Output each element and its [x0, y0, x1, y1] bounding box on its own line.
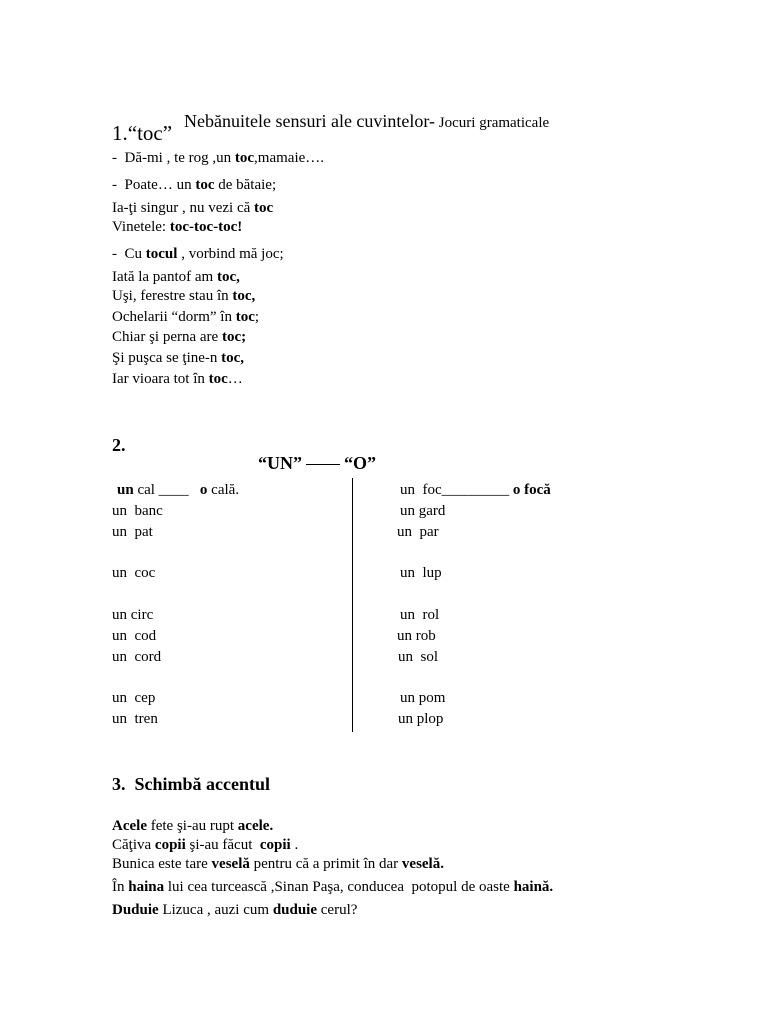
sentence-3: [112, 857, 444, 872]
poem-line-8: [112, 310, 259, 325]
text-segment: , vorbind mă joc;: [177, 246, 284, 262]
text-segment: Uşi, ferestre stau în: [112, 288, 233, 304]
left-word-7: [112, 650, 161, 665]
sentence-4: [112, 880, 553, 895]
text-segment: Ochelarii “dorm” în: [112, 309, 236, 325]
right-word-8: [400, 691, 445, 706]
text-segment: un plop: [398, 711, 444, 727]
connector-line: [306, 464, 340, 465]
text-segment: şi-au făcut: [185, 837, 260, 853]
text-segment: lui cea turcească ,Sinan Paşa, conducea potopul de oaste: [164, 879, 514, 895]
bold-word: o: [199, 482, 208, 498]
bold-word: haina: [128, 879, 165, 895]
right-word-9: [398, 712, 443, 727]
bold-word: Acele: [112, 818, 147, 834]
bold-word: duduie: [272, 902, 318, 918]
poem-line-6: [112, 270, 240, 285]
section-3-heading: 3. Schimbă accentul: [112, 774, 271, 794]
text-segment: cerul?: [317, 902, 358, 918]
bold-word: toc,: [232, 288, 256, 304]
bold-word: haină.: [513, 879, 554, 895]
bold-word: toc: [208, 371, 228, 387]
text-segment: un gard: [400, 503, 446, 519]
text-segment: Iar vioara tot în: [112, 371, 209, 387]
text-segment: Ia-ţi singur , nu vezi că: [112, 200, 255, 216]
poem-line-1: [112, 151, 324, 166]
text-segment: Bunica este tare: [112, 856, 212, 872]
bold-word: toc: [195, 177, 215, 193]
text-segment: Iată la pantof am: [112, 269, 217, 285]
text-segment: Chiar şi perna are: [112, 329, 222, 345]
right-word-5: [400, 608, 439, 623]
text-segment: -: [112, 150, 117, 166]
text-segment: Lizuca , auzi cum: [158, 902, 273, 918]
text-segment: de bătaie;: [214, 177, 277, 193]
text-segment: Poate… un: [117, 177, 196, 193]
document-title: [176, 96, 549, 131]
text-segment: un rob: [397, 628, 436, 644]
sentence-2: [112, 838, 298, 853]
text-segment: un pat: [112, 524, 153, 540]
poem-line-7: [112, 289, 255, 304]
text-segment: pentru că a primit în dar: [249, 856, 402, 872]
text-segment: .: [290, 837, 299, 853]
text-segment: -: [112, 246, 117, 262]
left-word-4: [112, 566, 155, 581]
poem-line-4: [112, 220, 242, 235]
poem-line-9: [112, 330, 246, 345]
right-word-3: [397, 525, 439, 540]
text-segment: Şi puşca se ţine-n: [112, 350, 222, 366]
left-word-5: [112, 608, 153, 623]
left-word-6: [112, 629, 156, 644]
text-segment: un foc_________: [400, 482, 513, 498]
text-segment: cal ____: [133, 482, 200, 498]
poem-line-10: [112, 351, 244, 366]
poem-line-3: [112, 201, 273, 216]
poem-line-11: [112, 372, 243, 387]
text-segment: Dă-mi , te rog ,un: [117, 150, 235, 166]
text-segment: un cep: [112, 690, 156, 706]
bold-word: toc: [235, 309, 255, 325]
bold-word: toc-toc-toc!: [169, 219, 243, 235]
text-segment: un cod: [112, 628, 157, 644]
right-word-2: [400, 504, 445, 519]
text-segment: un tren: [112, 711, 158, 727]
text-segment: ,mamaie….: [254, 150, 325, 166]
text-segment: Vinetele:: [112, 219, 170, 235]
sentence-5: [112, 903, 357, 918]
un-label: “UN”: [258, 453, 302, 473]
right-word-1: [400, 483, 551, 498]
bold-word: toc: [254, 200, 274, 216]
left-word-1: [117, 483, 239, 498]
left-word-8: [112, 691, 155, 706]
text-segment: Căţiva: [112, 837, 155, 853]
bold-word: toc,: [216, 269, 240, 285]
section-1-heading: 1.“toc”: [112, 121, 173, 145]
right-word-7: [398, 650, 438, 665]
text-segment: un lup: [400, 565, 442, 581]
text-segment: un sol: [398, 649, 439, 665]
left-word-9: [112, 712, 158, 727]
bold-word: veselă.: [401, 856, 444, 872]
text-segment: un banc: [112, 503, 163, 519]
text-segment: …: [227, 371, 243, 387]
poem-line-2: [112, 178, 276, 193]
bold-word: o focă: [512, 482, 551, 498]
left-word-2: [112, 504, 163, 519]
section-2-number: 2.: [112, 435, 126, 455]
text-segment: În: [112, 879, 129, 895]
poem-line-5: [112, 247, 284, 262]
text-segment: un rol: [400, 607, 440, 623]
o-label: “O”: [344, 453, 377, 473]
bold-word: copii: [154, 837, 186, 853]
left-word-3: [112, 525, 153, 540]
bold-word: veselă: [211, 856, 250, 872]
text-segment: un coc: [112, 565, 156, 581]
sentence-1: [112, 819, 273, 834]
bold-word: toc,: [221, 350, 245, 366]
text-segment: -: [112, 177, 117, 193]
bold-word: toc: [234, 150, 255, 166]
text-segment: un pom: [400, 690, 446, 706]
bold-word: toc;: [221, 329, 247, 345]
right-word-6: [397, 629, 436, 644]
text-segment: cală.: [207, 482, 240, 498]
bold-word: un: [117, 482, 134, 498]
text-segment: un circ: [112, 607, 154, 623]
bold-word: tocul: [145, 246, 178, 262]
bold-word: Duduie: [112, 902, 159, 918]
bold-word: copii: [259, 837, 291, 853]
text-segment: un cord: [112, 649, 162, 665]
text-segment: fete şi-au rupt: [146, 818, 238, 834]
text-segment: un par: [397, 524, 439, 540]
title-main: Nebănuitele sensuri ale cuvintelor-: [184, 111, 436, 131]
right-word-4: [400, 566, 442, 581]
text-segment: ;: [254, 309, 260, 325]
section-2-header: [249, 436, 376, 472]
text-segment: Cu: [117, 246, 146, 262]
title-subtitle: Jocuri gramaticale: [435, 115, 550, 131]
bold-word: acele.: [237, 818, 274, 834]
column-divider: [352, 478, 353, 732]
